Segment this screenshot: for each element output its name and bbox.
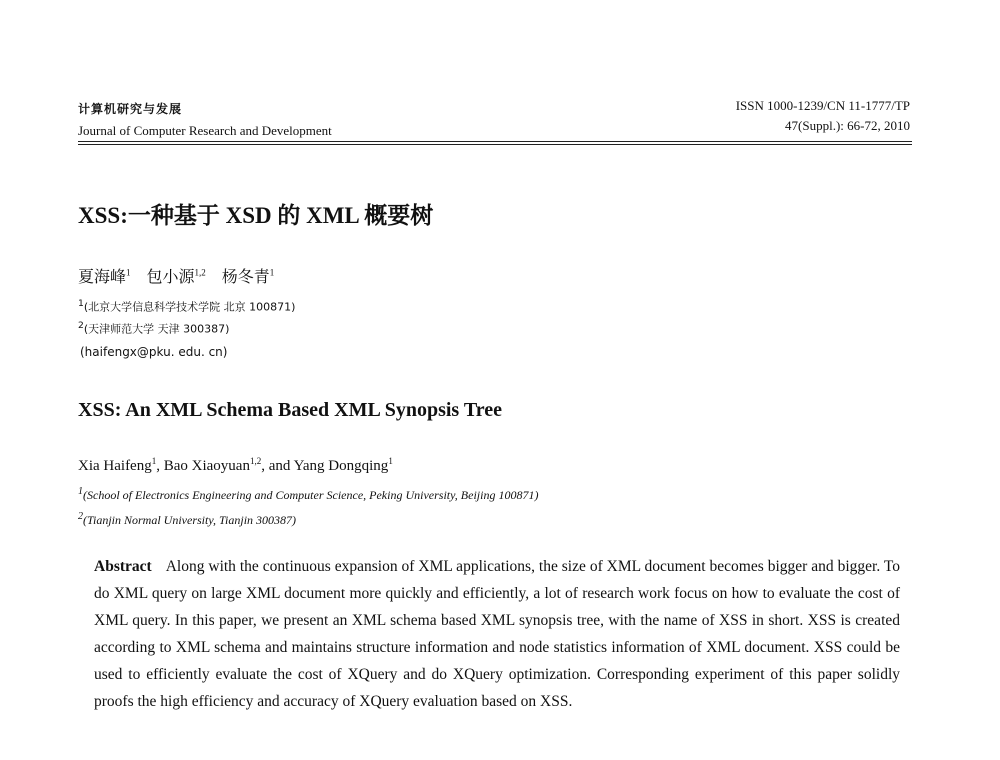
issn: ISSN 1000-1239/CN 11-1777/TP <box>735 98 910 113</box>
affiliation-cn <box>78 298 295 315</box>
author-sup: 1 <box>388 456 393 466</box>
author-cn: 包小源 <box>146 269 195 286</box>
affiliation-sup: 1 <box>78 298 84 309</box>
affiliation-sup: 2 <box>78 320 84 331</box>
affiliation-en <box>78 511 296 528</box>
authors-en <box>78 458 393 475</box>
author-cn: 杨冬青 <box>221 269 270 286</box>
affiliation-sup: 1 <box>78 486 83 497</box>
affiliation-sup: 2 <box>78 511 83 522</box>
author-email: (haifengx@pku. edu. cn) <box>80 345 228 359</box>
volume-pages: 47(Suppl.): 66-72, 2010 <box>785 118 910 133</box>
journal-name-cn: 计算机研究与发展 <box>78 102 183 116</box>
affiliation-text: (北京大学信息科学技术学院 北京 100871) <box>83 300 296 314</box>
journal-name-en: Journal of Computer Research and Development <box>78 123 332 138</box>
journal-issue-info <box>736 98 910 134</box>
author-separator: , and <box>261 458 294 474</box>
header-rule-double <box>78 144 912 145</box>
author-cn: 夏海峰 <box>78 269 127 286</box>
affiliation-text: (Tianjin Normal University, Tianjin 300387) <box>83 513 297 527</box>
affiliation-text: (School of Electronics Engineering and Computer Science, Peking University, Beijing 100871) <box>83 488 539 502</box>
author-sup: 1 <box>151 456 157 466</box>
affiliation-text: (天津师范大学 天津 300387) <box>83 322 230 336</box>
author-separator: , <box>156 458 164 474</box>
author-en: Yang Dongqing <box>293 458 389 474</box>
authors-cn <box>78 264 274 287</box>
journal-header <box>78 100 332 139</box>
affiliation-cn <box>78 320 229 337</box>
header-rule <box>78 141 912 142</box>
abstract-label: Abstract <box>94 558 152 575</box>
author-sup: 1 <box>269 267 275 278</box>
author-sup: 1,2 <box>194 267 206 278</box>
author-en: Xia Haifeng <box>78 458 152 474</box>
abstract <box>94 553 900 715</box>
paper-title-cn: XSS:一种基于 XSD 的 XML 概要树 <box>78 203 434 228</box>
author-sup: 1,2 <box>249 456 262 466</box>
author-sup: 1 <box>126 267 131 278</box>
author-en: Bao Xiaoyuan <box>163 458 250 474</box>
affiliation-en <box>78 486 538 503</box>
paper-title-en: XSS: An XML Schema Based XML Synopsis Tree <box>78 399 502 421</box>
abstract-text: Along with the continuous expansion of XML applications, the size of XML document becomes bigger and bigger. To do XML query on large XML document more quickly and efficiently, a lot of research work focus on how to evaluate the cost of XML query. In this paper, we present an XML schema based XML synopsis tree, with the name of XSS in short. XSS is created according to XML schema and maintains structure information and node statistics information of XML document. XSS could be used to efficiently evaluate the cost of XQuery and do XQuery optimization. Corresponding experiment of this paper solidly proofs the high efficiency and accuracy of XQuery evaluation based on XSS. <box>94 558 900 710</box>
